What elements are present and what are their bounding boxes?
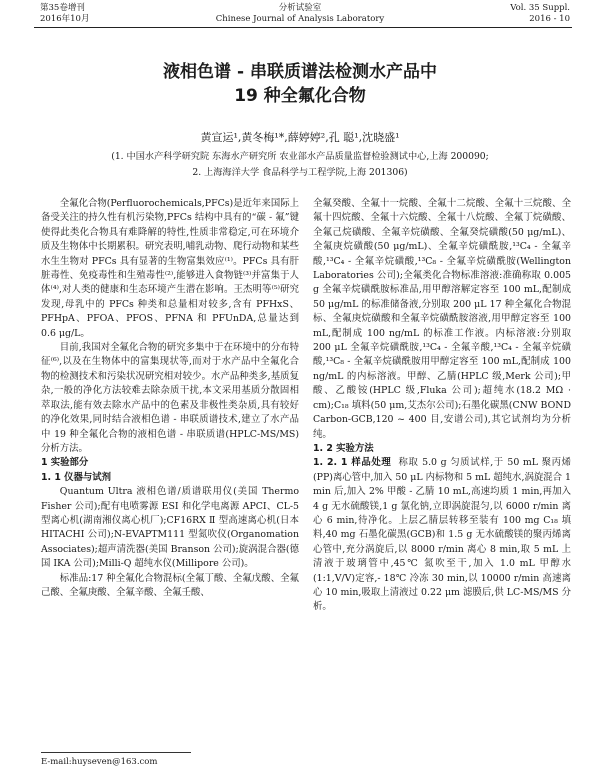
header-date-cn: 2016年10月 <box>40 14 90 24</box>
header-journal-en: Chinese Journal of Analysis Laboratory <box>215 14 385 24</box>
title-line-1: 液相色谱 - 串联质谱法检测水产品中 <box>163 62 437 82</box>
instruments-paragraph: Quantum Ultra 液相色谱/质谱联用仪(美国 Thermo Fisher 公司);配有电喷雾源 ESI 和化学电离源 APCI、CL-5 型离心机(湖南湘仪离心机厂);CF16RX Ⅱ 型高速离心机(日本 HITACHI 公司);N-EVAPTM111 型氮吹仪(Organomation Associates);超声清洗器(美国 Branson 公司);旋涡混合器(德国 IKA 公司);Milli-Q 超纯水仪(Millipore 公司)。 <box>41 486 299 570</box>
sample-treatment-paragraph <box>313 456 571 614</box>
footnote-rule <box>41 752 191 753</box>
author-list: 黄宣运¹,黄冬梅¹*,薛婷婷²,孔 聪¹,沈晓盛¹ <box>200 131 400 144</box>
header-date-en: 2016 - 10 <box>529 14 570 24</box>
body-column-left <box>41 197 299 600</box>
author-email-footnote: E-mail:huyseven@163.com <box>41 757 158 767</box>
header-volume-cn: 第35卷增刊 <box>40 3 85 13</box>
section-heading-experimental: 1 实验部分 <box>41 457 89 469</box>
header-volume-en: Vol. 35 Suppl. <box>510 3 570 13</box>
affiliation-1: (1. 中国水产科学研究院 东海水产研究所 农业部水产品质量监督检验测试中心,上海 200090; <box>111 151 489 162</box>
affiliation-2: 2. 上海海洋大学 食品科学与工程学院,上海 201306) <box>192 167 408 178</box>
running-header-right <box>510 3 570 25</box>
header-rule <box>34 27 572 28</box>
sample-treatment-text: 称取 5.0 g 匀质试样,于 50 mL 聚丙烯(PP)离心管中,加入 50 μL 内标物和 5 mL 超纯水,涡旋混合 1 min 后,加入 2% 甲酸 - 乙腈 10 mL,高速均质 1 min,再加入 4 g 无水硫酸镁,1 g 氯化钠,立即涡旋混匀,以 6000 r/min 离心 6 min,待净化。上层乙腈层转移至装有 100 mg C₁₈ 填料,40 mg 石墨化碳黑(GCB)和 1.5 g 无水硫酸镁的聚丙烯离心管中,充分涡旋后,以 8000 r/min 离心 8 min,取 5 mL 上清液于玻璃管中,45℃ 氮吹至干,加入 1.0 mL 甲醇水(1:1,V/V)定容,- 18℃ 冷冻 30 min,以 10000 r/min 高速离心 10 min,吸取上清液过 0.22 μm 滤膜后,供 LC-MS/MS 分析。 <box>313 457 571 613</box>
standards-paragraph-continued: 全氟癸酸、全氟十一烷酸、全氟十二烷酸、全氟十三烷酸、全氟十四烷酸、全氟十六烷酸、全氟十八烷酸、全氟丁烷磺酸、全氟己烷磺酸、全氟辛烷磺酸、全氟癸烷磺酸(50 μg/mL)、全氟庚烷磺酸(50 μg/mL)、全氟辛烷磺酰胺,¹³C₄ - 全氟辛酸,¹³C₄ - 全氟辛烷磺酸,¹³C₈ - 全氟辛烷磺酰胺(Wellington Laboratories 公司);全氟类化合物标准溶液:准确称取 0.005 g 全氟辛烷磺酰胺标准品,用甲醇溶解定容至 100 mL,配制成 50 μg/mL 的标准储备液,分别取 200 μL 17 种全氟化合物混标、全氟庚烷磺酸和全氟辛烷磺酰胺溶液,用甲醇定容至 100 mL,配制成 100 ng/mL 的标准工作液。内标溶液:分别取 200 μL 全氟辛烷磺酰胺,¹³C₄ - 全氟辛酸,¹³C₄ - 全氟辛烷磺酸,¹³C₈ - 全氟辛烷磺酰胺用甲醇定容至 100 mL,配制成 100 ng/mL 的内标溶液。甲醇、乙腈(HPLC 级,Merk 公司);甲酸、乙酸铵(HPLC 级,Fluka 公司);超纯水(18.2 MΩ · cm);C₁₈ 填料(50 μm,艾杰尔公司);石墨化碳黑(CNW BOND Carbon-GCB,120 ~ 400 目,安谱公司),其它试剂均为分析纯。 <box>313 198 571 440</box>
title-line-2: 19 种全氟化合物 <box>234 86 366 106</box>
article-title <box>0 60 600 108</box>
intro-paragraph-1: 全氟化合物(Perfluorochemicals,PFCs)是近年来国际上备受关注的持久性有机污染物,PFCs 结构中具有的“碳 - 氟”键使得此类化合物具有难降解的特性,性质非常稳定,可在环境介质及生物体中长期累积。研究表明,哺乳动物、爬行动物和某些水生生物对 PFCs 具有显著的生物富集效应⁽¹⁾。PFCs 具有肝脏毒性、免疫毒性和生殖毒性⁽²⁾,能够进入食物链⁽³⁾并富集于人体⁽⁴⁾,对人类的健康和生态环境产生潜在影响。王杰明等⁽⁵⁾研究发现,母乳中的 PFCs 种类和总量相对较多,含有 PFHxS、PFHpA、PFOA、PFOS、PFNA 和 PFUnDA,总量达到 0.6 μg/L。 <box>41 198 299 339</box>
run-in-heading-sample-treatment: 1. 2. 1 样品处理 <box>313 457 392 469</box>
header-journal-cn: 分析试验室 <box>278 3 322 13</box>
subsection-heading-instruments: 1. 1 仪器与试剂 <box>41 471 112 483</box>
standards-paragraph-start: 标准品:17 种全氟化合物混标(全氟丁酸、全氟戊酸、全氟己酸、全氟庚酸、全氟辛酸、全氟壬酸、 <box>41 572 299 598</box>
subsection-heading-methods: 1. 2 实验方法 <box>313 442 374 454</box>
body-column-right <box>313 197 571 615</box>
intro-paragraph-2: 目前,我国对全氟化合物的研究多集中于在环境中的分布特征⁽⁶⁾,以及在生物体中的富集现状等,而对于水产品中全氟化合物的检测技术和污染状况研究相对较少。水产品种类多,基质复杂,一般的净化方法较难去除杂质干扰,本文采用基质分散固相萃取法,能有效去除水产品中的色素及非极性类杂质,具有较好的净化效果,同时结合液相色谱 - 串联质谱技术,建立了水产品中 19 种全氟化合物的液相色谱 - 串联质谱(HPLC-MS/MS)分析方法。 <box>41 342 299 454</box>
